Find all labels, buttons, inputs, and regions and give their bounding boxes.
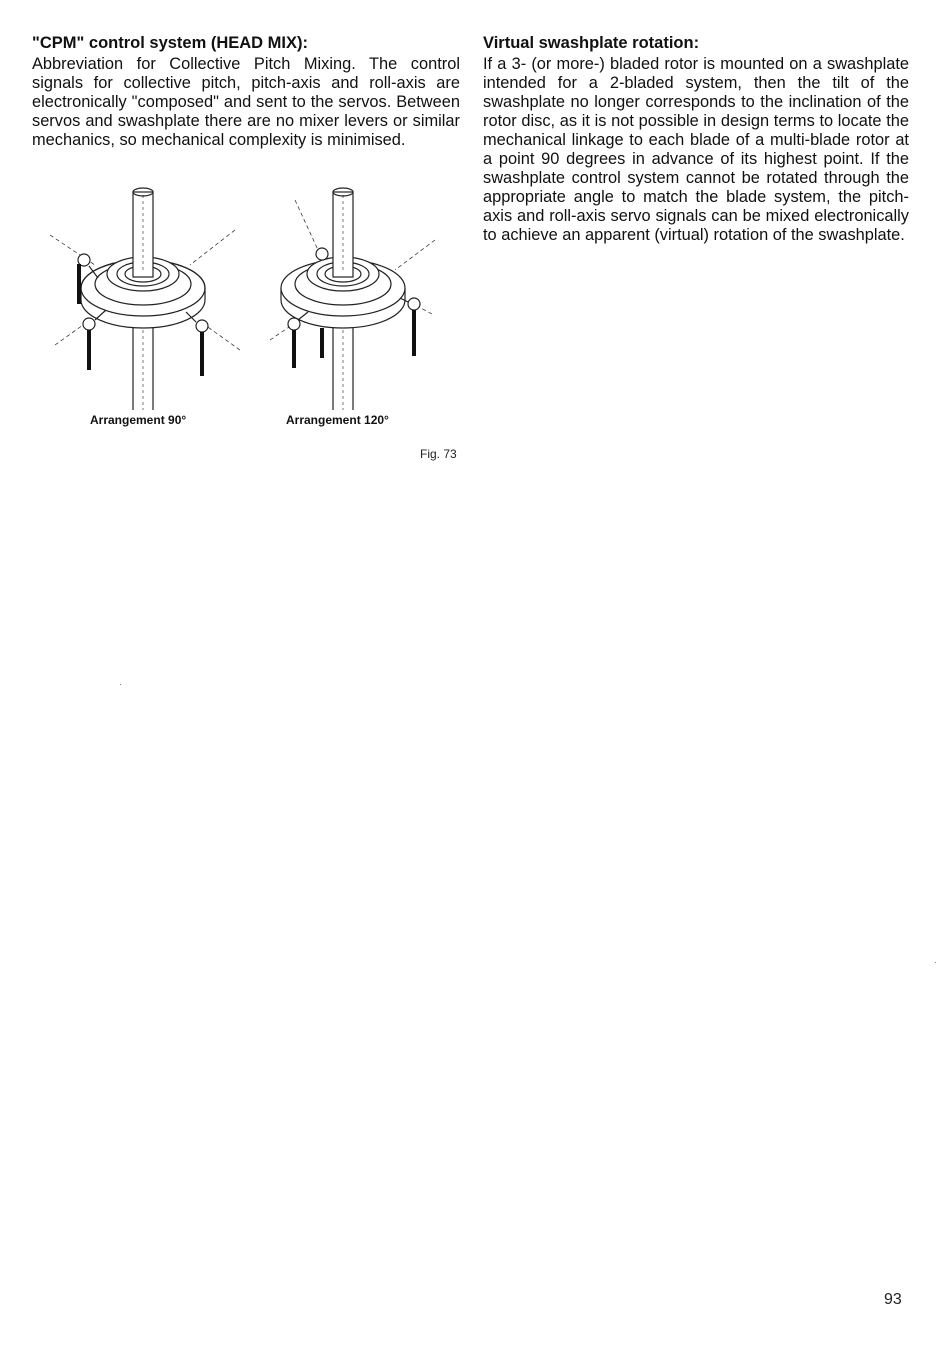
figure-label: Fig. 73 xyxy=(420,447,457,461)
virtual-rotation-paragraph: If a 3- (or more-) bladed rotor is mounted on a swashplate intended for a 2-bladed system, then the tilt of the swashplate no longer corresponds to the inclination of the rotor disc, as it is not possible in design terms to locate the mechanical linkage to each blade of a multi-blade rotor at a point 90 degrees in advance of its highest point. If the swashplate control system cannot be rotated through the appropriate angle to match the blade system, the pitch-axis and roll-axis servo signals can be mixed electronically to achieve an apparent (virtual) rotation of the swashplate. xyxy=(483,55,909,244)
swashplate-120-diagram xyxy=(240,180,470,412)
left-column xyxy=(32,34,460,150)
scan-speck xyxy=(935,962,936,963)
scan-speck xyxy=(120,684,121,685)
cpm-paragraph: Abbreviation for Collective Pitch Mixing. The control signals for collective pitch, pitch-axis and roll-axis are electronically "composed" and sent to the servos. Between servos and swashplate there are no mixer levers or similar mechanics, so mechanical complexity is minimised. xyxy=(32,55,460,149)
swashplate-figure xyxy=(40,180,470,430)
cpm-heading: "CPM" control system (HEAD MIX): xyxy=(32,34,309,52)
swashplate-90-diagram xyxy=(40,180,240,412)
page-number: 93 xyxy=(884,1291,902,1308)
caption-arrangement-90: Arrangement 90° xyxy=(90,413,187,427)
caption-arrangement-120: Arrangement 120° xyxy=(286,413,389,427)
right-column xyxy=(483,34,909,245)
virtual-rotation-heading: Virtual swashplate rotation: xyxy=(483,34,700,52)
